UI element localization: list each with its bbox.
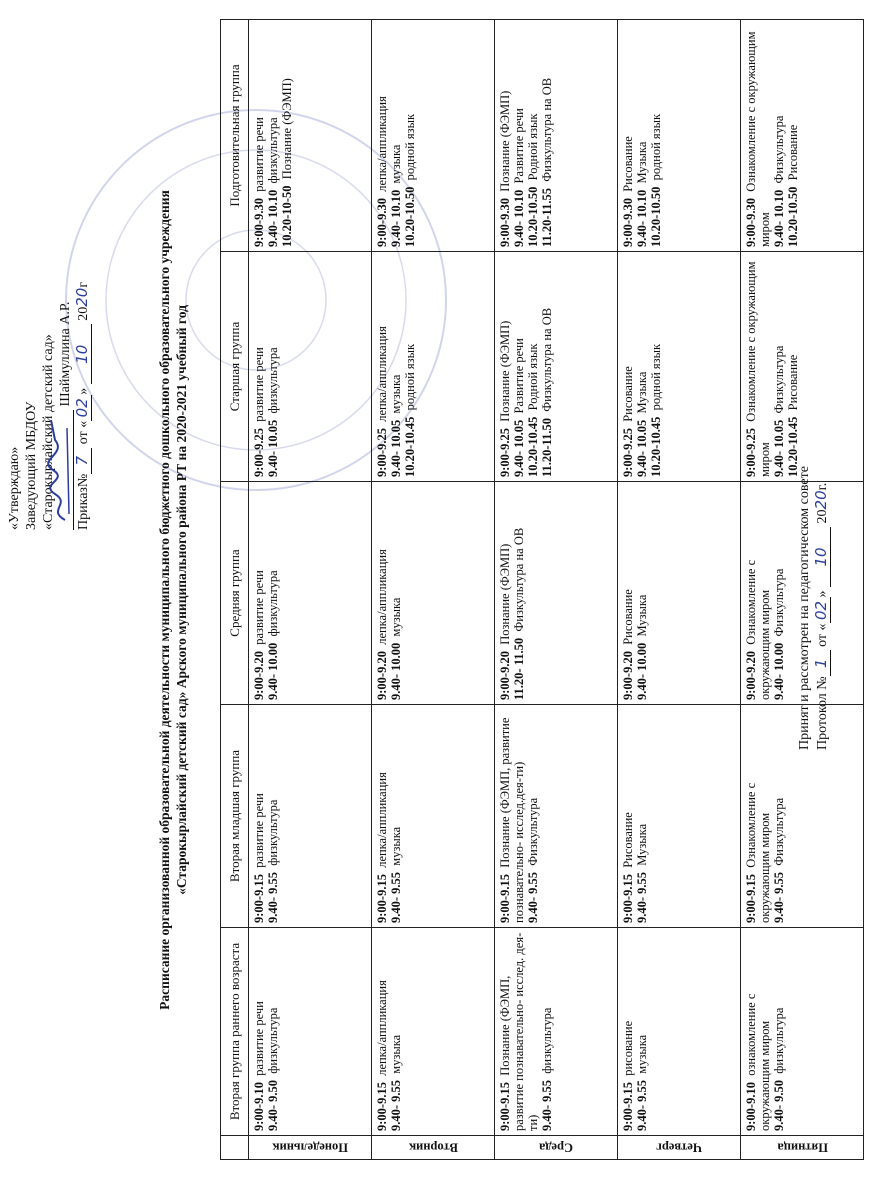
lesson-entry [375,24,389,247]
lesson-time: 9:00-9.25 [621,428,635,477]
lesson-time: 9:00-9.25 [744,428,758,477]
lesson-subject: музыка [389,597,403,637]
lesson-subject: физкультура [266,347,280,414]
lesson-entry [389,932,403,1131]
schedule-cell [618,20,741,252]
schedule-cell [741,252,864,482]
lesson-entry [252,256,266,477]
protocol-year: 20 [812,490,830,510]
lesson-subject: Ознакомление с окружающим миром [744,28,772,247]
lesson-time: 9.40- 9.55 [266,871,280,923]
lesson-time: 9:00-9.25 [375,428,389,477]
lesson-time: 10.20-10-50 [280,185,294,247]
lesson-time: 9.40- 9.55 [389,1079,403,1131]
lesson-time: 9.40- 9.55 [635,1079,649,1131]
lesson-subject: родной язык [649,343,663,411]
lesson-time: 10.20-10.45 [403,416,417,477]
schedule-cell [249,482,372,705]
lesson-subject: Познание (ФЭМП) [498,320,512,422]
schedule-cell [372,252,495,482]
lesson-subject: Физкультура на ОВ [540,77,554,182]
header-group: Подготовительная группа [221,20,249,252]
lesson-entry [526,256,540,477]
lesson-time: 9.40- 10.05 [389,419,403,477]
day-label: Вторник [372,1136,495,1160]
schedule-cell [618,928,741,1136]
lesson-entry [786,256,800,477]
lesson-time: 9.40- 10.10 [635,189,649,247]
schedule-cell [618,705,741,928]
schedule-cell [372,928,495,1136]
lesson-subject: ознакомление с окружающим миром [744,990,772,1131]
lesson-subject: Музыка [635,823,649,866]
lesson-subject: родной язык [403,343,417,411]
lesson-subject: лепка/аппликация [375,549,389,645]
lesson-time: 10.20-10.50 [526,186,540,247]
schedule-row [618,20,741,1160]
lesson-time: 9.40- 10.10 [389,189,403,247]
lesson-time: 9.40- 10.00 [772,642,786,700]
lesson-time: 9.40- 10.00 [635,642,649,700]
lesson-entry [621,932,635,1131]
lesson-subject: Физкультура [772,345,786,414]
lesson-subject: лепка/аппликация [375,96,389,192]
lesson-subject: Познание (ФЭМП, развитие познавательно- исслед.дея-ти) [498,714,526,923]
lesson-entry [744,24,772,247]
lesson-entry [252,932,266,1131]
protocol-line-1: Принят и рассмотрен на педагогическом совете [797,466,812,750]
schedule-cell [495,20,618,252]
lesson-entry [540,932,554,1131]
lesson-entry [389,709,403,923]
lesson-time: 10.20-10.50 [649,186,663,247]
header-group: Старшая группа [221,252,249,482]
lesson-entry [375,486,389,700]
lesson-time: 9.40- 10.10 [512,189,526,247]
lesson-entry [635,709,649,923]
lesson-time: 10.20-10.45 [786,416,800,477]
lesson-time: 9:00-9.15 [621,874,635,923]
lesson-entry [772,486,786,700]
lesson-entry [252,24,266,247]
lesson-time: 9.40- 10.05 [772,419,786,477]
lesson-subject: родной язык [403,113,417,181]
lesson-subject: музыка [389,144,403,184]
lesson-time: 9.40- 9.55 [772,871,786,923]
lesson-subject: развитие речи [252,793,266,868]
lesson-entry [389,24,403,247]
lesson-time: 11.20- 11.50 [512,637,526,700]
lesson-subject: Ознакомление с окружающим миром [744,258,772,477]
order-line: Приказ№7 от «02» 10 2020г [73,281,91,530]
lesson-time: 9:00-9.15 [375,874,389,923]
lesson-entry [266,256,280,477]
lesson-entry [498,24,512,247]
lesson-entry [649,256,663,477]
lesson-time: 9.40- 9.50 [266,1079,280,1131]
lesson-subject: Познание (ФЭМП) [498,543,512,645]
lesson-entry [498,486,512,700]
lesson-subject: развитие речи [252,570,266,645]
lesson-time: 9:00-9.25 [498,428,512,477]
lesson-entry [621,24,635,247]
lesson-entry [375,932,389,1131]
protocol-day: 02 [813,597,831,623]
lesson-entry [621,486,635,700]
schedule-cell [249,20,372,252]
director-name: Шаймуллина А.Р. [58,301,73,407]
schedule-cell [495,705,618,928]
order-year: 20 [73,287,91,307]
lesson-time: 9.40- 10.10 [266,189,280,247]
lesson-time: 9.40- 9.55 [526,871,540,923]
lesson-subject: Физкультура [526,797,540,866]
lesson-subject: Познание (ФЭМП) [280,78,294,180]
lesson-subject: физкультура [266,1007,280,1074]
lesson-subject: Музыка [635,594,649,637]
lesson-time: 11.20-11.55 [540,187,554,247]
schedule-cell [249,705,372,928]
lesson-time: 9:00-9.30 [744,198,758,247]
lesson-entry [403,24,417,247]
lesson-subject: родной язык [649,113,663,181]
day-label: Пятница [741,1136,864,1160]
lesson-entry [266,932,280,1131]
schedule-table [220,19,864,1160]
document-title-line-2: «Старокырлайский детский сад» Арского муниципального района РТ на 2020-2021 учебный год [174,305,189,895]
lesson-entry [744,932,772,1131]
schedule-row [495,20,618,1160]
lesson-entry [498,256,512,477]
day-label: Четверг [618,1136,741,1160]
lesson-entry [744,256,772,477]
lesson-entry [772,24,786,247]
lesson-entry [512,24,526,247]
lesson-subject: физкультура [266,570,280,637]
schedule-cell [741,20,864,252]
lesson-subject: музыка [635,1034,649,1074]
schedule-cell [249,928,372,1136]
protocol-number: 1 [813,650,831,676]
lesson-entry [621,256,635,477]
lesson-time: 10.20-10.50 [403,186,417,247]
lesson-time: 9.40- 10.05 [266,419,280,477]
lesson-subject: музыка [389,826,403,866]
lesson-time: 9:00-9.20 [498,651,512,700]
lesson-subject: музыка [389,374,403,414]
lesson-entry [266,709,280,923]
lesson-entry [252,486,266,700]
lesson-entry [266,486,280,700]
lesson-time: 9:00-9.10 [252,1082,266,1131]
approval-block [6,10,92,530]
protocol-line-2: Протокол №1 от «02» 10 2020г. [812,482,830,750]
lesson-subject: Ознакомление с окружающим миром [744,556,772,700]
lesson-entry [526,709,540,923]
lesson-entry [540,256,554,477]
lesson-subject: Рисование [786,124,800,181]
lesson-entry [375,709,389,923]
lesson-time: 9:00-9.20 [744,651,758,700]
lesson-time: 9.40- 10.05 [635,419,649,477]
schedule-cell [741,928,864,1136]
lesson-subject: Познание (ФЭМП) [498,90,512,192]
lesson-entry [252,709,266,923]
lesson-time: 9.40- 9.55 [635,871,649,923]
lesson-subject: Развитие речи [512,338,526,414]
document-title-line-1: Расписание организованной образовательной деятельности муниципального бюджетного дошкольного образовательного учреждения [157,190,172,1010]
lesson-time: 9:00-9.30 [621,198,635,247]
lesson-time: 9:00-9.30 [252,198,266,247]
lesson-entry [772,256,786,477]
lesson-subject: физкультура [772,1007,786,1074]
lesson-time: 10.20-10.45 [649,416,663,477]
lesson-time: 10.20-10.50 [786,186,800,247]
lesson-entry [772,932,786,1131]
schedule-cell [249,252,372,482]
lesson-time: 9:00-9.20 [621,651,635,700]
lesson-entry [512,256,526,477]
lesson-time: 9:00-9.15 [498,874,512,923]
lesson-subject: Физкультура [772,568,786,637]
lesson-entry [266,24,280,247]
approve-line-3: «Старокырлайский детский сад» [41,334,56,530]
lesson-subject: Физкультура на ОВ [540,307,554,412]
lesson-subject: Рисование [621,589,635,645]
lesson-entry [389,256,403,477]
lesson-subject: Музыка [635,371,649,414]
lesson-subject: Физкультура на ОВ [512,527,526,632]
lesson-subject: физкультура [266,117,280,184]
header-group: Вторая группа раннего возраста [221,928,249,1136]
lesson-time: 9:00-9.15 [744,874,758,923]
lesson-entry [744,709,772,923]
day-label: Понедельник [249,1136,372,1160]
lesson-entry [635,256,649,477]
lesson-subject: Развитие речи [512,108,526,184]
lesson-time: 9:00-9.30 [498,198,512,247]
lesson-time: 9:00-9.20 [252,651,266,700]
lesson-subject: музыка [389,1034,403,1074]
schedule-cell [495,252,618,482]
header-day-column [221,1136,249,1160]
lesson-time: 9.40- 9.55 [389,871,403,923]
header-group: Вторая младшая группа [221,705,249,928]
lesson-entry [621,709,635,923]
lesson-entry [526,24,540,247]
lesson-subject: Ознакомление с окружающим миром [744,779,772,923]
lesson-time: 9.40- 10.10 [772,189,786,247]
approve-line-2: Заведующий МБДОУ [24,401,39,530]
header-group: Средняя группа [221,482,249,705]
day-label: Среда [495,1136,618,1160]
header-row [221,20,249,1160]
lesson-subject: развитие речи [252,347,266,422]
lesson-subject: Физкультура [772,115,786,184]
approve-signature-line [57,10,74,530]
schedule-cell [372,482,495,705]
order-number: 7 [74,448,92,474]
lesson-entry [786,24,800,247]
lesson-time: 9:00-9.15 [621,1082,635,1131]
lesson-subject: Познание (ФЭМП, развитие познавательно- исслед. дея-ти) [498,932,540,1131]
approve-line-1: «Утверждаю» [7,446,22,530]
schedule-row [372,20,495,1160]
lesson-entry [280,24,294,247]
lesson-subject: лепка/аппликация [375,980,389,1076]
schedule-cell [618,252,741,482]
lesson-entry [512,486,526,700]
lesson-subject: Рисование [621,136,635,192]
lesson-subject: лепка/аппликация [375,772,389,868]
lesson-subject: лепка/аппликация [375,326,389,422]
lesson-time: 9:00-9.15 [498,1082,512,1131]
lesson-subject: Рисование [621,366,635,422]
lesson-entry [744,486,772,700]
lesson-subject: Родной язык [526,113,540,181]
schedule-cell [495,482,618,705]
lesson-entry [403,256,417,477]
lesson-subject: физкультура [266,799,280,866]
lesson-time: 11.20-11.50 [540,417,554,477]
schedule-cell [495,928,618,1136]
lesson-time: 9.40- 9.55 [540,1079,554,1131]
lesson-time: 9:00-9.30 [375,198,389,247]
lesson-entry [498,709,526,923]
lesson-subject: развитие речи [252,117,266,192]
lesson-entry [635,486,649,700]
lesson-entry [498,932,540,1131]
lesson-subject: Рисование [621,812,635,868]
order-month: 10 [74,324,92,384]
order-day: 02 [74,395,92,421]
lesson-entry [649,24,663,247]
lesson-subject: физкультура [540,1007,554,1074]
lesson-entry [375,256,389,477]
lesson-time: 9.40- 10.05 [512,419,526,477]
lesson-time: 9:00-9.15 [375,1082,389,1131]
lesson-subject: Музыка [635,141,649,184]
lesson-time: 9.40- 9.50 [772,1079,786,1131]
lesson-subject: рисование [621,1020,635,1076]
lesson-time: 9.40- 10.00 [266,642,280,700]
lesson-subject: Физкультура [772,797,786,866]
lesson-subject: развитие речи [252,1001,266,1076]
lesson-time: 9.40- 10.00 [389,642,403,700]
lesson-time: 9:00-9.15 [252,874,266,923]
lesson-time: 9:00-9.20 [375,651,389,700]
lesson-time: 9:00-9.10 [744,1082,758,1131]
lesson-time: 10.20-10.45 [526,416,540,477]
schedule-cell [372,705,495,928]
lesson-entry [635,24,649,247]
protocol-month: 10 [813,527,831,587]
protocol-block [796,466,831,750]
schedule-cell [618,482,741,705]
lesson-subject: Рисование [786,354,800,411]
lesson-subject: Родной язык [526,343,540,411]
lesson-entry [540,24,554,247]
lesson-entry [389,486,403,700]
lesson-entry [772,709,786,923]
signature [59,410,74,530]
schedule-row [249,20,372,1160]
lesson-time: 9:00-9.25 [252,428,266,477]
schedule-cell [372,20,495,252]
lesson-entry [635,932,649,1131]
